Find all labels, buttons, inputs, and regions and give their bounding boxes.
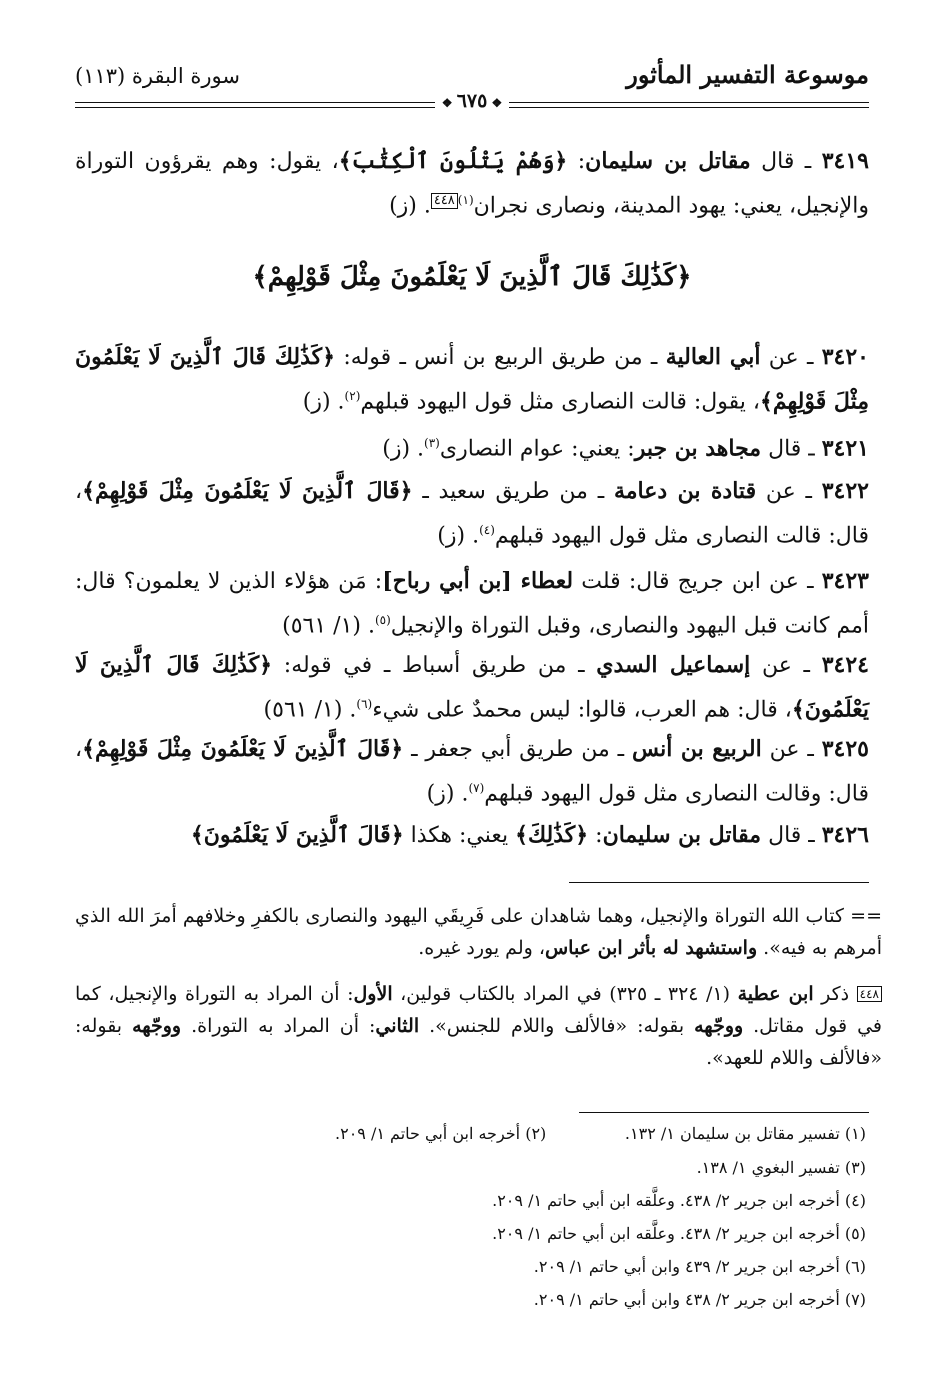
source-ref: . (١/ ٥٦١)	[263, 697, 357, 723]
entry-number: ٣٤٢٥	[821, 736, 869, 762]
entry-number: ٣٤١٩	[821, 148, 869, 174]
quran-quote: ﴿وَهُمْ يَتْلُونَ ٱلْكِتَٰبَ﴾	[338, 148, 568, 174]
source-ref: . (ز)	[382, 436, 425, 462]
narrator-name: أبي العالية	[665, 344, 761, 370]
header-rule-left	[75, 102, 435, 108]
ornament-icon: ❖	[441, 96, 457, 110]
entry-number: ٣٤٢٢	[821, 478, 869, 504]
commentary-bold: الأول	[353, 983, 393, 1005]
entry-text: ، يقول: وهم يقرؤون التوراة والإنجيل، يعني: يهود المدينة، ونصارى نجران	[75, 149, 869, 219]
narrator-name: إسماعيل السدي	[596, 652, 751, 678]
commentary-continuation	[75, 900, 882, 964]
quran-quote: ﴿كَذَٰلِكَ قَالَ ٱلَّذِينَ لَا يَعْلَمُونَ﴾	[75, 652, 869, 723]
footnote-5: (٥) أخرجه ابن جرير ٢/ ٤٣٨. وعلَّقه ابن أبي حاتم ١/ ٢٠٩.	[492, 1224, 866, 1243]
header-rule	[75, 90, 869, 112]
commentary-bold: ووجّهه	[132, 1015, 182, 1037]
entry-text: ـ عن	[750, 653, 822, 678]
entry-3424	[75, 646, 869, 729]
entry-text: :	[588, 823, 603, 848]
footnote-7: (٧) أخرجه ابن جرير ٢/ ٤٣٨ وابن أبي حاتم ١/ ٢٠٩.	[533, 1290, 866, 1309]
commentary-text: ذكر	[813, 983, 857, 1005]
footnote-ref: (٦)	[356, 697, 373, 711]
footnote-ref: (٣)	[424, 436, 440, 450]
footnote-3: (٣) تفسير البغوي ١/ ١٣٨.	[696, 1158, 866, 1177]
commentary-text: بقوله: «فالألف واللام للعهد».	[75, 1015, 882, 1069]
footnote-1: (١) تفسير مقاتل بن سليمان ١/ ١٣٢.	[624, 1124, 866, 1143]
commentary-box-ref: ٤٤٨	[431, 193, 458, 209]
entry-text: ، قال: قالت النصارى مثل قول اليهود قبلهم	[75, 479, 869, 549]
entry-number: ٣٤٢٣	[821, 568, 869, 594]
page-number-text: ٦٧٥	[456, 90, 488, 112]
entry-3422	[75, 472, 869, 555]
entry-3419	[75, 142, 869, 225]
commentary-text: بقوله: «فالألف واللام للجنس».	[419, 1015, 695, 1037]
source-ref: . (ز)	[389, 193, 431, 219]
footnote-6: (٦) أخرجه ابن جرير ٢/ ٤٣٩ وابن أبي حاتم ١/ ٢٠٩.	[533, 1257, 866, 1276]
footnote-ref: (٤)	[479, 523, 495, 537]
header-rule-right	[509, 102, 869, 108]
book-title: موسوعة التفسير المأثور	[626, 60, 869, 89]
entry-text: ـ قال	[761, 823, 822, 848]
footnote-ref: (٥)	[374, 613, 391, 627]
commentary-bold: ووجّهه	[694, 1015, 744, 1037]
entry-text: ـ عن	[756, 479, 822, 504]
entry-text: ـ عن ابن جريج قال: قلت	[573, 569, 822, 594]
entry-number: ٣٤٢٤	[821, 652, 869, 678]
narrator-name: لعطاء [بن أبي رباح]	[382, 568, 574, 594]
commentary-bold: واستشهد له بأثر ابن عباس	[544, 937, 758, 959]
ornament-icon: ❖	[487, 96, 503, 110]
commentary-text: == كتاب الله التوراة والإنجيل، وهما شاهدان على فَرِيقَي اليهود والنصارى بالكفرِ وخلافهم أمرَ الله الذي أمرهم به فيه».	[75, 905, 882, 959]
entry-text: ، قال: هم العرب، قالوا: ليس محمدٌ على شيء	[372, 697, 792, 723]
footnote-2: (٢) أخرجه ابن أبي حاتم ١/ ٢٠٩.	[335, 1124, 547, 1143]
footnote-ref: (١)	[457, 193, 474, 207]
entry-text: ـ قال	[761, 436, 822, 462]
commentary-box-label: ٤٤٨	[857, 986, 882, 1002]
page-header	[75, 60, 869, 112]
commentary-bold: ابن عطية	[737, 983, 814, 1005]
page-number	[442, 90, 503, 112]
commentary-separator	[569, 882, 869, 883]
source-ref: . (ز)	[426, 781, 469, 807]
entry-text: : يعني: عوام النصارى	[439, 436, 635, 462]
narrator-name: مجاهد بن جبر	[634, 435, 762, 462]
verse-heading: ﴿كَذَٰلِكَ قَالَ ٱلَّذِينَ لَا يَعْلَمُونَ مِثْلَ قَوْلِهِمْ﴾	[252, 262, 692, 292]
quran-quote: ﴿كَذَٰلِكَ قَالَ ٱلَّذِينَ لَا يَعْلَمُونَ مِثْلَ قَوْلِهِمْ﴾	[75, 344, 869, 415]
commentary-text: (١/ ٣٢٤ ـ ٣٢٥) في المراد بالكتاب قولين،	[392, 983, 738, 1005]
narrator-name: مقاتل بن سليمان	[585, 148, 751, 174]
surah-reference: سورة البقرة (١١٣)	[75, 64, 240, 88]
narrator-name: قتادة بن دعامة	[613, 478, 757, 504]
entry-number: ٣٤٢١	[821, 435, 869, 462]
entry-text: ، قال: وقالت النصارى مثل قول اليهود قبلهم	[75, 737, 869, 807]
entry-text: ـ من طريق أبي جعفر ـ	[403, 737, 633, 762]
footnote-ref: (٢)	[344, 389, 361, 403]
commentary-text: : أن المراد به التوراة والإنجيل، كما في قول مقاتل.	[75, 983, 882, 1037]
narrator-name: مقاتل بن سليمان	[602, 822, 762, 848]
entry-text: ـ قال	[750, 149, 822, 174]
quran-quote: ﴿كَذَٰلِكَ﴾	[515, 822, 589, 848]
source-ref: . (ز)	[302, 389, 345, 415]
entry-text: :	[567, 149, 586, 174]
commentary-bold: الثاني	[375, 1015, 420, 1037]
entry-text: ـ عن	[760, 345, 822, 370]
entry-3420	[75, 338, 869, 421]
entry-text: يعني: هكذا	[403, 823, 516, 848]
source-ref: . (ز)	[437, 523, 480, 549]
entry-3421	[75, 424, 869, 468]
entry-3425	[75, 730, 869, 813]
commentary-text: : أن المراد به التوراة.	[181, 1015, 376, 1037]
quran-quote: ﴿قَالَ ٱلَّذِينَ لَا يَعْلَمُونَ مِثْلَ قَوْلِهِمْ﴾	[82, 736, 404, 762]
entry-number: ٣٤٢٠	[821, 344, 869, 370]
entry-text: ـ عن	[761, 737, 822, 762]
footnote-ref: (٧)	[468, 781, 485, 795]
entry-text: ـ من طريق الربيع بن أنس ـ قوله:	[335, 345, 666, 370]
quran-quote: ﴿قَالَ ٱلَّذِينَ لَا يَعْلَمُونَ مِثْلَ قَوْلِهِمْ﴾	[82, 478, 413, 504]
footnote-4: (٤) أخرجه ابن جرير ٢/ ٤٣٨. وعلَّقه ابن أبي حاتم ١/ ٢٠٩.	[492, 1191, 866, 1210]
entry-text: ـ من طريق أسباط ـ في قوله:	[272, 653, 597, 678]
footnote-separator	[579, 1112, 869, 1113]
entry-3423	[75, 562, 869, 645]
quran-quote: ﴿قَالَ ٱلَّذِينَ لَا يَعْلَمُونَ﴾	[190, 822, 404, 848]
entry-3426	[75, 816, 869, 855]
entry-text: : مَن هؤلاء الذين لا يعلمون؟ قال: أمم كانت قبل اليهود والنصارى، وقبل التوراة والإنجيل	[75, 569, 869, 639]
entry-text: ـ من طريق سعيد ـ	[412, 479, 614, 504]
entry-number: ٣٤٢٦	[821, 822, 869, 848]
commentary-448	[75, 978, 882, 1074]
narrator-name: الربيع بن أنس	[632, 736, 762, 762]
commentary-text: ، ولم يورد غيره.	[418, 937, 545, 959]
source-ref: . (١/ ٥٦١)	[282, 613, 375, 639]
entry-text: ، يقول: قالت النصارى مثل قول اليهود قبلهم	[360, 389, 760, 415]
